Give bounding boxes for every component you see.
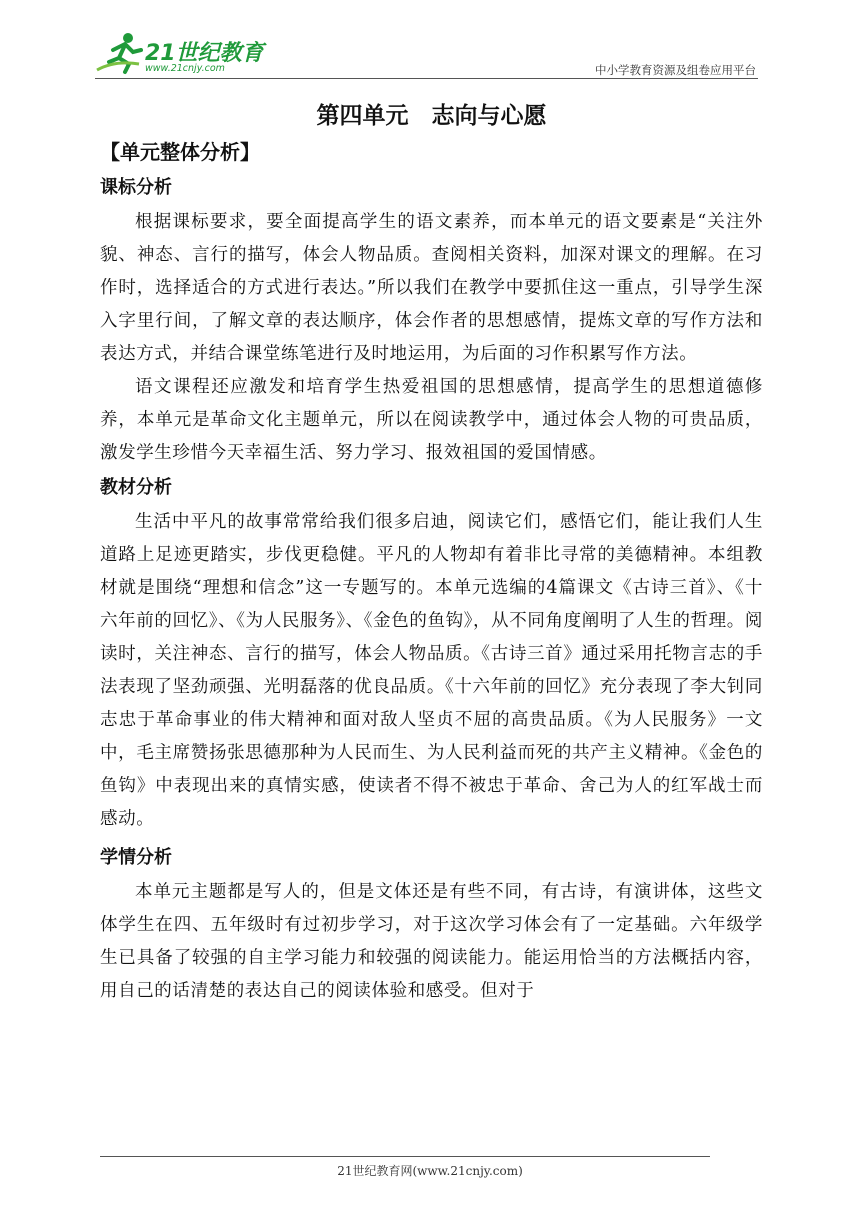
kebiao-heading: 课标分析 bbox=[100, 177, 172, 198]
platform-name: 中小学教育资源及组卷应用平台 bbox=[595, 63, 756, 77]
footer-divider bbox=[100, 1156, 710, 1157]
logo-text: 21世纪教育 bbox=[145, 41, 264, 66]
header-divider bbox=[95, 78, 758, 79]
unit-title: 第四单元 志向与心愿 bbox=[316, 103, 547, 129]
xueqing-heading: 学情分析 bbox=[100, 847, 172, 868]
document-body bbox=[100, 98, 763, 1008]
site-logo[interactable] bbox=[95, 30, 265, 76]
xueqing-paragraph-1: 本单元主题都是写人的，但是文体还是有些不同，有古诗，有演讲体，这些文体学生在四、五年级时有过初步学习，对于这次学习体会有了一定基础。六年级学生已具备了较强的自主学习能力和较强的阅读能力。能运用恰当的方法概括内容，用自己的话清楚的表达自己的阅读体验和感受。但对于 bbox=[100, 882, 763, 1001]
jiaocai-heading: 教材分析 bbox=[100, 477, 172, 498]
logo-url: www.21cnjy.com bbox=[145, 63, 225, 74]
section-heading: 【单元整体分析】 bbox=[100, 140, 260, 164]
jiaocai-paragraph-1: 生活中平凡的故事常常给我们很多启迪，阅读它们，感悟它们，能让我们人生道路上足迹更踏实，步伐更稳健。平凡的人物却有着非比寻常的美德精神。本组教材就是围绕“理想和信念”这一专题写的。本单元选编的4篇课文《古诗三首》、《十六年前的回忆》、《为人民服务》、《金色的鱼钩》，从不同角度阐明了人生的哲理。阅读时，关注神态、言行的描写，体会人物品质。《古诗三首》通过采用托物言志的手法表现了坚劲顽强、光明磊落的优良品质。《十六年前的回忆》充分表现了李大钊同志忠于革命事业的伟大精神和面对敌人坚贞不屈的高贵品质。《为人民服务》一文中，毛主席赞扬张思德那种为人民而生、为人民利益而死的共产主义精神。《金色的鱼钩》中表现出来的真情实感，使读者不得不被忠于革命、舍己为人的红军战士而感动。 bbox=[100, 512, 763, 829]
page-header bbox=[0, 0, 860, 80]
runner-logo-icon bbox=[95, 30, 151, 76]
footer-text[interactable]: 21世纪教育网(www.21cnjy.com) bbox=[337, 1164, 523, 1178]
kebiao-paragraph-1: 根据课标要求，要全面提高学生的语文素养，而本单元的语文要素是“关注外貌、神态、言行的描写，体会人物品质。查阅相关资料，加深对课文的理解。在习作时，选择适合的方式进行表达。”所以我们在教学中要抓住这一重点，引导学生深入字里行间，了解文章的表达顺序，体会作者的思想感情，提炼文章的写作方法和表达方式，并结合课堂练笔进行及时地运用，为后面的习作积累写作方法。 bbox=[100, 212, 763, 364]
kebiao-paragraph-2: 语文课程还应激发和培育学生热爱祖国的思想感情，提高学生的思想道德修养，本单元是革命文化主题单元，所以在阅读教学中，通过体会人物的可贵品质，激发学生珍惜今天幸福生活、努力学习、报效祖国的爱国情感。 bbox=[100, 377, 763, 463]
